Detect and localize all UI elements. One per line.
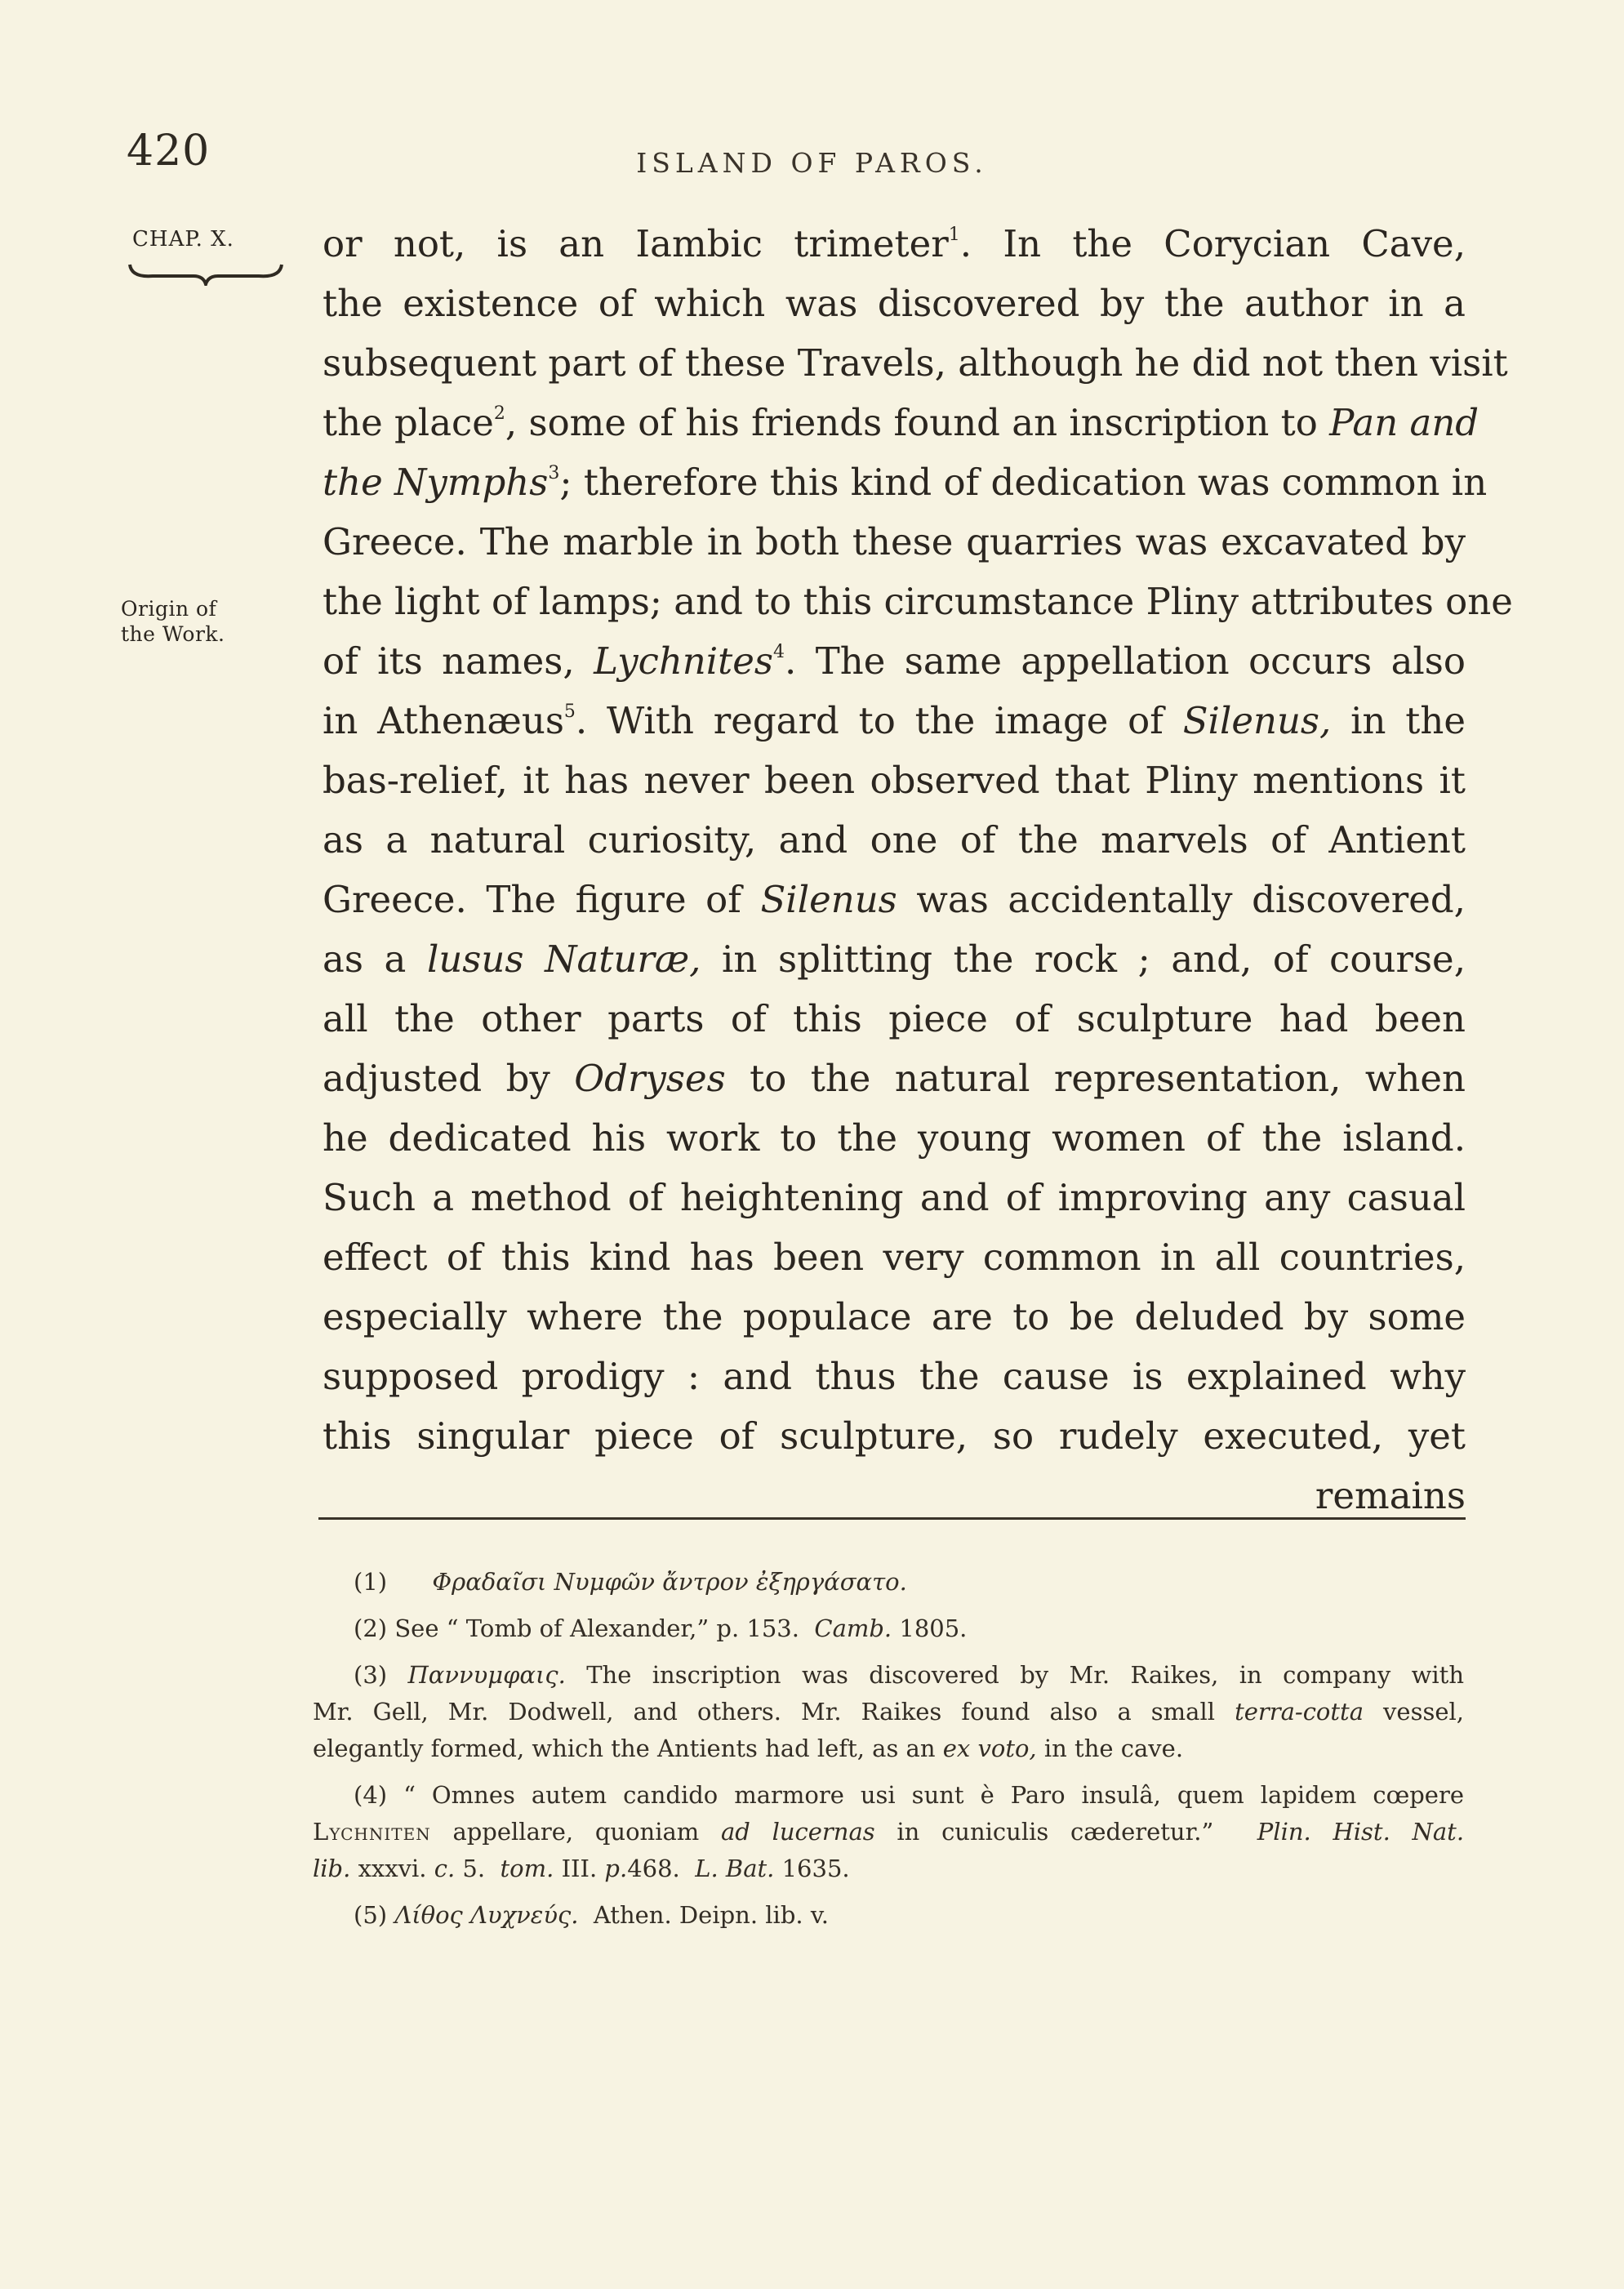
main-text xyxy=(323,214,1513,1525)
text-line: Such a method of heightening and of improving any casual xyxy=(323,1176,1466,1219)
text-line: Greece. The figure of Silenus was accidentally discovered, xyxy=(323,878,1466,921)
margin-note-line: Origin of xyxy=(121,597,217,621)
footnote-2: (2) See “ Tomb of Alexander,” p. 153. Camb. 1805. xyxy=(354,1614,968,1642)
footnote-marker: (4) xyxy=(354,1781,388,1809)
text-line: all the other parts of this piece of sculpture had been xyxy=(323,997,1466,1040)
footnote-4: (4) “ Omnes autem candido marmore usi sunt è Paro insulâ, quem lapidem cœpere Lychniten appellare, quoniam ad lucernas in cuniculis cæderetur.” Plin. Hist. Nat. lib. xxxvi. c. 5. tom. III. p.468. L. Bat. 1635. xyxy=(313,1781,1465,1882)
greek-text: Φραδαῖσι Νυμφῶν ἄντρον ἐξηργάσατο. xyxy=(432,1568,907,1596)
footnote-marker: (3) xyxy=(354,1661,388,1689)
footnote-rule xyxy=(318,1517,1466,1520)
footnote-1 xyxy=(313,1564,1464,1601)
catchword: remains xyxy=(1315,1474,1466,1517)
text-line: this singular piece of sculpture, so rudely executed, yet xyxy=(323,1414,1466,1458)
footnote-ref: 2 xyxy=(493,403,505,424)
footnote-3: (3) Παννυμφαις. The inscription was discovered by Mr. Raikes, in company with Mr. Gell, Mr. Dodwell, and others. Mr. Raikes found also a small terra-cotta vessel, elegantly formed, which the Antients had left, as an ex voto, in the cave. xyxy=(313,1661,1465,1762)
text-line: as a lusus Naturæ, in splitting the rock ; and, of course, xyxy=(323,937,1466,981)
text-line: or not, is an Iambic trimeter$^1$. In the Corycian Cave, xyxy=(323,222,1466,265)
footnote-ref: 1 xyxy=(948,225,960,245)
chapter-brace-ornament xyxy=(128,261,283,286)
text-line: the Nymphs$^3$; therefore this kind of dedication was common in xyxy=(323,461,1488,504)
text-line: the place$^2$, some of his friends found an inscription to Pan and xyxy=(323,401,1479,444)
chapter-label: CHAP. X. xyxy=(132,227,234,252)
footnote-5: (5) Λίθος Λυχνεύς. Athen. Deipn. lib. v. xyxy=(354,1901,829,1929)
footnote-ref: 4 xyxy=(773,642,785,662)
text-line: adjusted by Odryses to the natural representation, when xyxy=(323,1057,1466,1100)
text-line: Greece. The marble in both these quarries was excavated by xyxy=(323,520,1466,563)
footnote-marker: (2) xyxy=(354,1614,388,1642)
running-title: ISLAND OF PAROS. xyxy=(636,147,988,179)
margin-note xyxy=(121,596,260,647)
text-line: as a natural curiosity, and one of the marvels of Antient xyxy=(323,818,1466,862)
text-line: especially where the populace are to be deluded by some xyxy=(323,1295,1466,1338)
footnote-marker: (5) xyxy=(354,1901,388,1929)
footnotes xyxy=(313,1564,1464,1944)
text-line: in Athenæus$^5$. With regard to the image of Silenus, in the xyxy=(323,699,1466,742)
text-line: the existence of which was discovered by the author in a xyxy=(323,282,1466,325)
text-line: supposed prodigy : and thus the cause is explained why xyxy=(323,1355,1466,1398)
text-line: he dedicated his work to the young women of the island. xyxy=(323,1116,1466,1160)
text-line: subsequent part of these Travels, although he did not then visit xyxy=(323,341,1508,385)
text-line: the light of lamps; and to this circumstance Pliny attributes one xyxy=(323,580,1513,623)
margin-note-line: the Work. xyxy=(121,622,225,646)
footnote-ref: 5 xyxy=(563,701,576,722)
page-number: 420 xyxy=(127,127,211,176)
footnote-ref: 3 xyxy=(548,463,560,483)
text-line: of its names, Lychnites$^4$. The same appellation occurs also xyxy=(323,639,1466,683)
text-line: effect of this kind has been very common in all countries, xyxy=(323,1236,1466,1279)
footnote-marker: (1) xyxy=(354,1568,388,1596)
text-line: bas-relief, it has never been observed that Pliny mentions it xyxy=(323,759,1466,802)
